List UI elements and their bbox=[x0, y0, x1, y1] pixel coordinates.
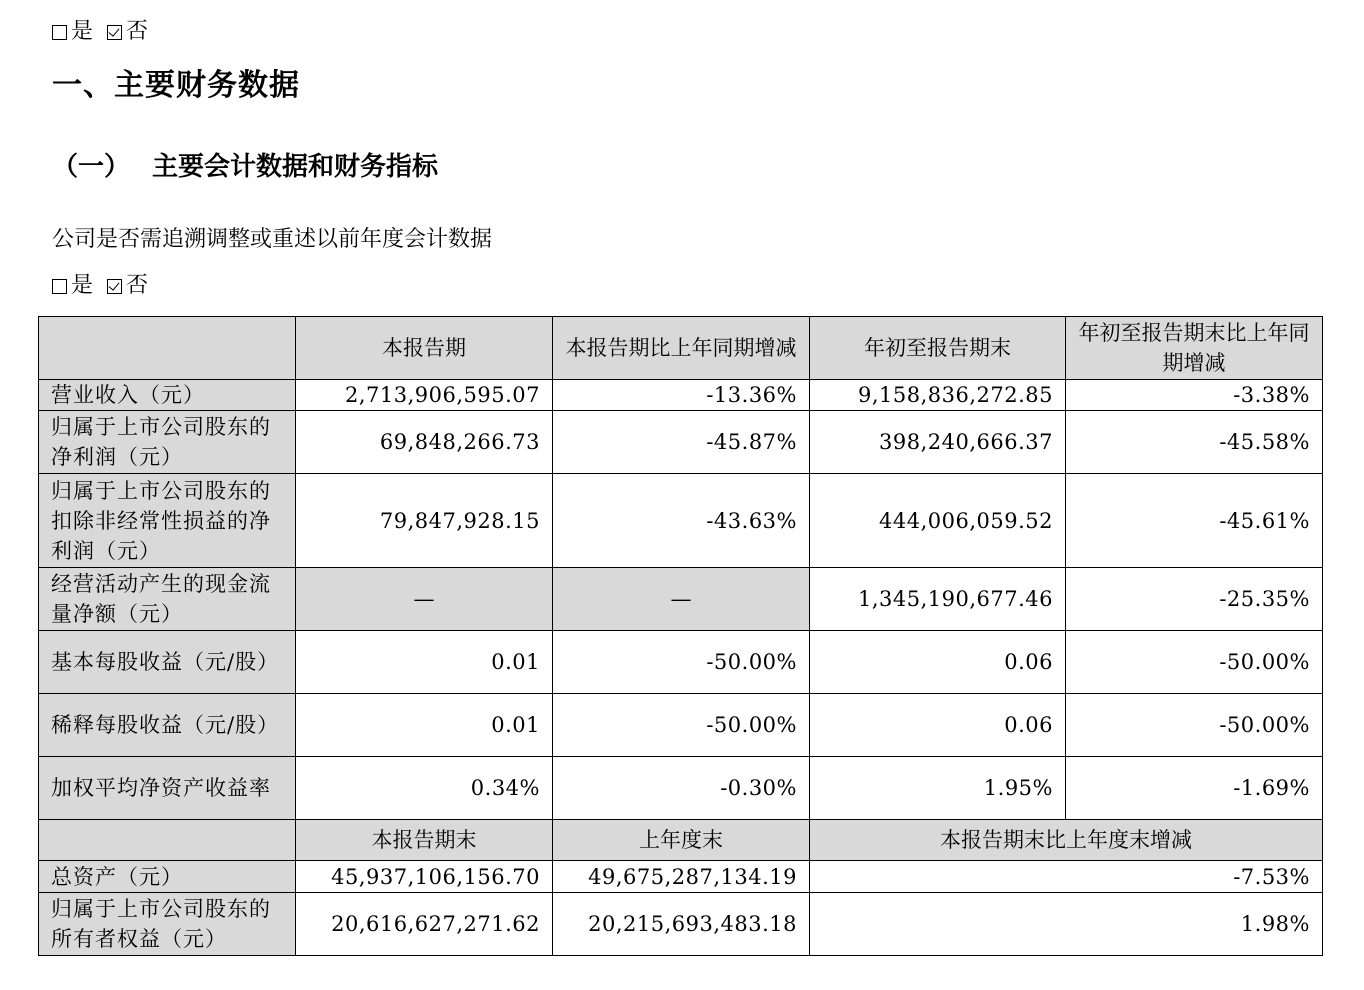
header-cell-empty bbox=[39, 317, 296, 380]
row-label: 归属于上市公司股东的净利润（元） bbox=[39, 411, 296, 474]
checkbox-checked-icon[interactable] bbox=[107, 25, 122, 40]
header-period-end-change: 本报告期末比上年度末增减 bbox=[810, 820, 1323, 861]
cell-value: -45.87% bbox=[553, 411, 810, 474]
row-label: 归属于上市公司股东的所有者权益（元） bbox=[39, 893, 296, 956]
cell-value: -1.69% bbox=[1066, 757, 1323, 820]
cell-value: 79,847,928.15 bbox=[296, 474, 553, 568]
table-header-row-2 bbox=[39, 820, 1323, 861]
restatement-question: 公司是否需追溯调整或重述以前年度会计数据 bbox=[52, 227, 493, 252]
option-yes-label: 是 bbox=[71, 19, 94, 44]
checkbox-unchecked-icon[interactable] bbox=[52, 25, 67, 40]
cell-value: -3.38% bbox=[1066, 380, 1323, 411]
cell-value: 444,006,059.52 bbox=[810, 474, 1066, 568]
table-row bbox=[39, 474, 1323, 568]
cell-value: 398,240,666.37 bbox=[810, 411, 1066, 474]
table-row bbox=[39, 380, 1323, 411]
restate-yes-no-option bbox=[52, 272, 148, 300]
table-row bbox=[39, 631, 1323, 694]
header-current-period-change: 本报告期比上年同期增减 bbox=[553, 317, 810, 380]
row-label: 营业收入（元） bbox=[39, 380, 296, 411]
table-header-row bbox=[39, 317, 1323, 380]
header-period-end: 本报告期末 bbox=[296, 820, 553, 861]
cell-value: 45,937,106,156.70 bbox=[296, 861, 553, 893]
cell-value: 20,616,627,271.62 bbox=[296, 893, 553, 956]
cell-value: — bbox=[296, 568, 553, 631]
header-cell-empty bbox=[39, 820, 296, 861]
financial-data-table bbox=[38, 316, 1323, 956]
cell-value: 0.06 bbox=[810, 694, 1066, 757]
header-ytd-change: 年初至报告期末比上年同期增减 bbox=[1066, 317, 1323, 380]
option-no-label: 否 bbox=[126, 19, 149, 44]
table-row bbox=[39, 893, 1323, 956]
cell-value: 1.95% bbox=[810, 757, 1066, 820]
cell-value: -45.61% bbox=[1066, 474, 1323, 568]
row-label: 基本每股收益（元/股） bbox=[39, 631, 296, 694]
header-prior-year-end: 上年度末 bbox=[553, 820, 810, 861]
checkbox-unchecked-icon[interactable] bbox=[52, 279, 67, 294]
table-row bbox=[39, 861, 1323, 893]
header-ytd: 年初至报告期末 bbox=[810, 317, 1066, 380]
cell-value: 2,713,906,595.07 bbox=[296, 380, 553, 411]
cell-value: -43.63% bbox=[553, 474, 810, 568]
cell-value: -50.00% bbox=[553, 631, 810, 694]
cell-value: 0.34% bbox=[296, 757, 553, 820]
cell-value: 1.98% bbox=[810, 893, 1323, 956]
cell-value: 1,345,190,677.46 bbox=[810, 568, 1066, 631]
row-label: 经营活动产生的现金流量净额（元） bbox=[39, 568, 296, 631]
table-row bbox=[39, 568, 1323, 631]
row-label: 归属于上市公司股东的扣除非经常性损益的净利润（元） bbox=[39, 474, 296, 568]
table-row bbox=[39, 411, 1323, 474]
cell-value: 69,848,266.73 bbox=[296, 411, 553, 474]
row-label: 稀释每股收益（元/股） bbox=[39, 694, 296, 757]
section-heading: 一、主要财务数据 bbox=[52, 68, 300, 103]
subsection-title: 主要会计数据和财务指标 bbox=[152, 152, 439, 182]
subsection-heading bbox=[52, 150, 438, 184]
row-label: 加权平均净资产收益率 bbox=[39, 757, 296, 820]
cell-value: -50.00% bbox=[1066, 694, 1323, 757]
cell-value: — bbox=[553, 568, 810, 631]
cell-value: -13.36% bbox=[553, 380, 810, 411]
table-row bbox=[39, 757, 1323, 820]
cell-value: 49,675,287,134.19 bbox=[553, 861, 810, 893]
cell-value: -50.00% bbox=[553, 694, 810, 757]
cell-value: -0.30% bbox=[553, 757, 810, 820]
checkbox-checked-icon[interactable] bbox=[107, 279, 122, 294]
cell-value: -25.35% bbox=[1066, 568, 1323, 631]
cell-value: -7.53% bbox=[810, 861, 1323, 893]
header-current-period: 本报告期 bbox=[296, 317, 553, 380]
table-row bbox=[39, 694, 1323, 757]
top-yes-no-option bbox=[52, 18, 148, 46]
option-yes-label: 是 bbox=[71, 273, 94, 298]
cell-value: 0.01 bbox=[296, 694, 553, 757]
cell-value: -45.58% bbox=[1066, 411, 1323, 474]
row-label: 总资产（元） bbox=[39, 861, 296, 893]
subsection-number: （一） bbox=[52, 152, 131, 182]
cell-value: 9,158,836,272.85 bbox=[810, 380, 1066, 411]
cell-value: -50.00% bbox=[1066, 631, 1323, 694]
cell-value: 20,215,693,483.18 bbox=[553, 893, 810, 956]
option-no-label: 否 bbox=[126, 273, 149, 298]
cell-value: 0.06 bbox=[810, 631, 1066, 694]
cell-value: 0.01 bbox=[296, 631, 553, 694]
